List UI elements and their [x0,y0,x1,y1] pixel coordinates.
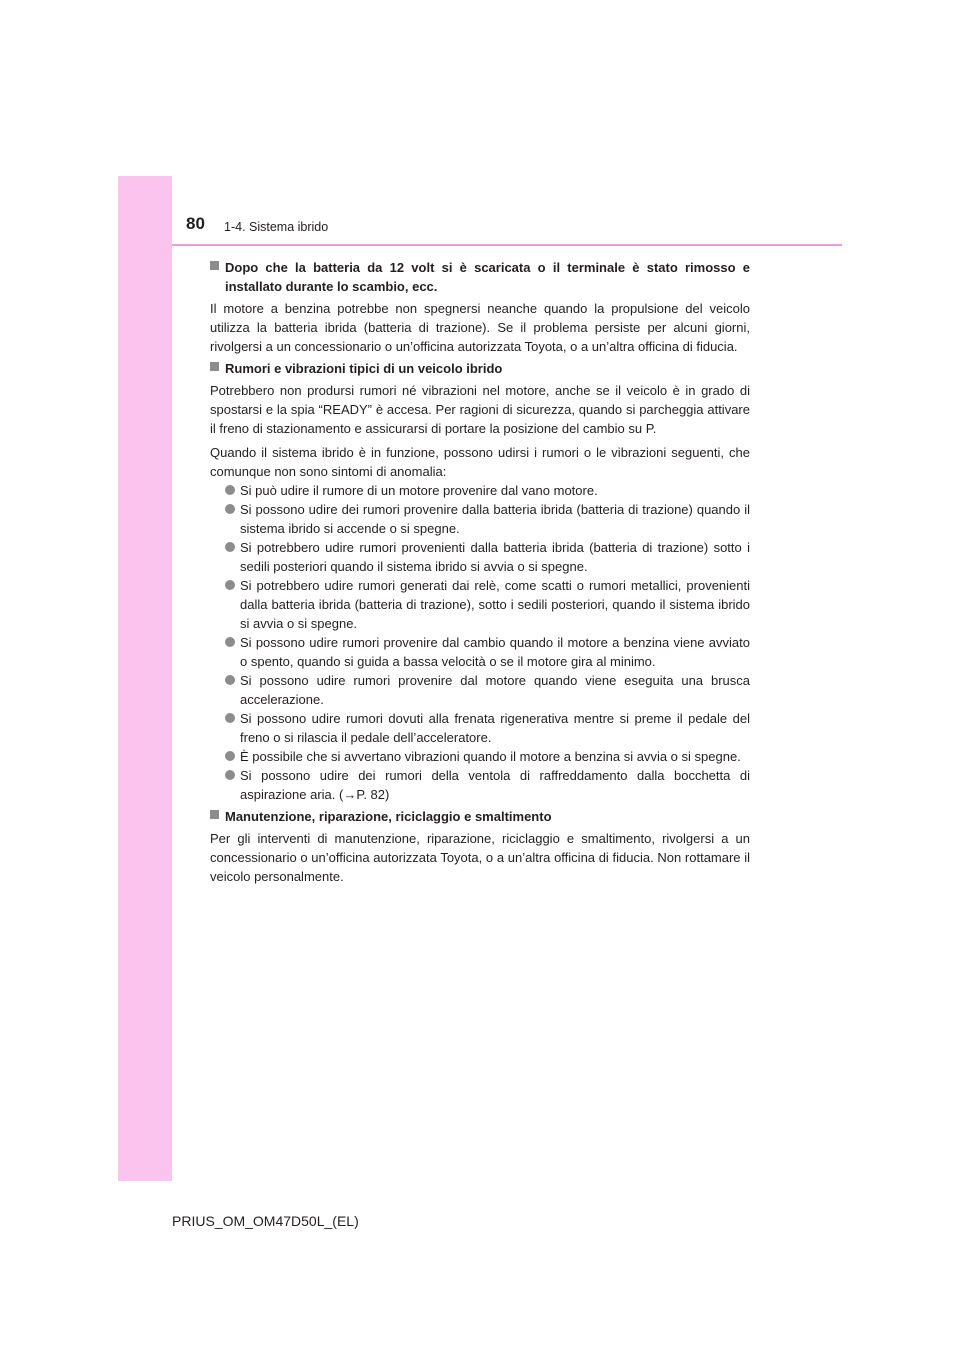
list-item: Si possono udire dei rumori della ventola di raffreddamento dalla bocchetta di aspirazione aria. (→P. 82) [210,766,750,804]
list-item: Si potrebbero udire rumori generati dai relè, come scatti o rumori metallici, provenienti dalla batteria ibrida (batteria di trazione), sotto i sedili posteriori, quando il sistema ibrido si avvia o si spegne. [210,576,750,633]
round-bullet-icon [225,713,235,723]
round-bullet-icon [225,675,235,685]
round-bullet-icon [225,751,235,761]
pink-sidebar-tab [118,176,172,1181]
note-paragraph: Quando il sistema ibrido è in funzione, possono udirsi i rumori o le vibrazioni seguenti, che comunque non sono sintomi di anomalia: [210,445,750,479]
round-bullet-icon [225,485,235,495]
note-paragraph: Il motore a benzina potrebbe non spegnersi neanche quando la propulsione del veicolo utilizza la batteria ibrida (batteria di trazione). Se il problema persiste per alcuni giorni, rivolgersi a un concessionario o un’officina autorizzata Toyota, o a un’altra officina di fiducia. [210,301,750,354]
note-section [210,807,750,886]
square-bullet-icon [210,261,219,270]
note-section [210,258,750,356]
list-item: Si possono udire rumori dovuti alla frenata rigenerativa mentre si preme il pedale del freno o si rilascia il pedale dell’acceleratore. [210,709,750,747]
round-bullet-icon [225,770,235,780]
square-bullet-icon [210,810,219,819]
section-title: 1-4. Sistema ibrido [224,220,329,234]
page-content [210,255,750,886]
note-section [210,359,750,804]
round-bullet-icon [225,504,235,514]
list-item: Si possono udire rumori provenire dal cambio quando il motore a benzina viene avviato o spento, quando si guida a bassa velocità o se il motore gira al minimo. [210,633,750,671]
note-heading: Manutenzione, riparazione, riciclaggio e smaltimento [210,807,750,826]
list-item: Si possono udire dei rumori provenire dalla batteria ibrida (batteria di trazione) quando il sistema ibrido si accende o si spegne. [210,500,750,538]
note-heading: Rumori e vibrazioni tipici di un veicolo ibrido [210,359,750,378]
note-heading: Dopo che la batteria da 12 volt si è scaricata o il terminale è stato rimosso e installato durante lo scambio, ecc. [210,258,750,296]
round-bullet-icon [225,580,235,590]
list-item: È possibile che si avvertano vibrazioni quando il motore a benzina si avvia o si spegne. [210,747,750,766]
square-bullet-icon [210,362,219,371]
page-number: 80 [186,214,205,233]
header-divider [172,244,842,246]
list-item: Si può udire il rumore di un motore provenire dal vano motore. [210,481,750,500]
list-item: Si possono udire rumori provenire dal motore quando viene eseguita una brusca accelerazione. [210,671,750,709]
round-bullet-icon [225,542,235,552]
note-paragraph: Potrebbero non prodursi rumori né vibrazioni nel motore, anche se il veicolo è in grado di spostarsi e la spia “READY” è accesa. Per ragioni di sicurezza, quando si parcheggia attivare il freno di stazionamento e assicurarsi di portare la posizione del cambio su P. [210,383,750,436]
list-item: Si potrebbero udire rumori provenienti dalla batteria ibrida (batteria di trazione) sotto i sedili posteriori quando il sistema ibrido si avvia o si spegne. [210,538,750,576]
round-bullet-icon [225,637,235,647]
document-code: PRIUS_OM_OM47D50L_(EL) [172,1213,359,1229]
note-paragraph: Per gli interventi di manutenzione, riparazione, riciclaggio e smaltimento, rivolgersi a un concessionario o un’officina autorizzata Toyota, o a un’altra officina di fiducia. Non rottamare il veicolo personalmente. [210,831,750,884]
